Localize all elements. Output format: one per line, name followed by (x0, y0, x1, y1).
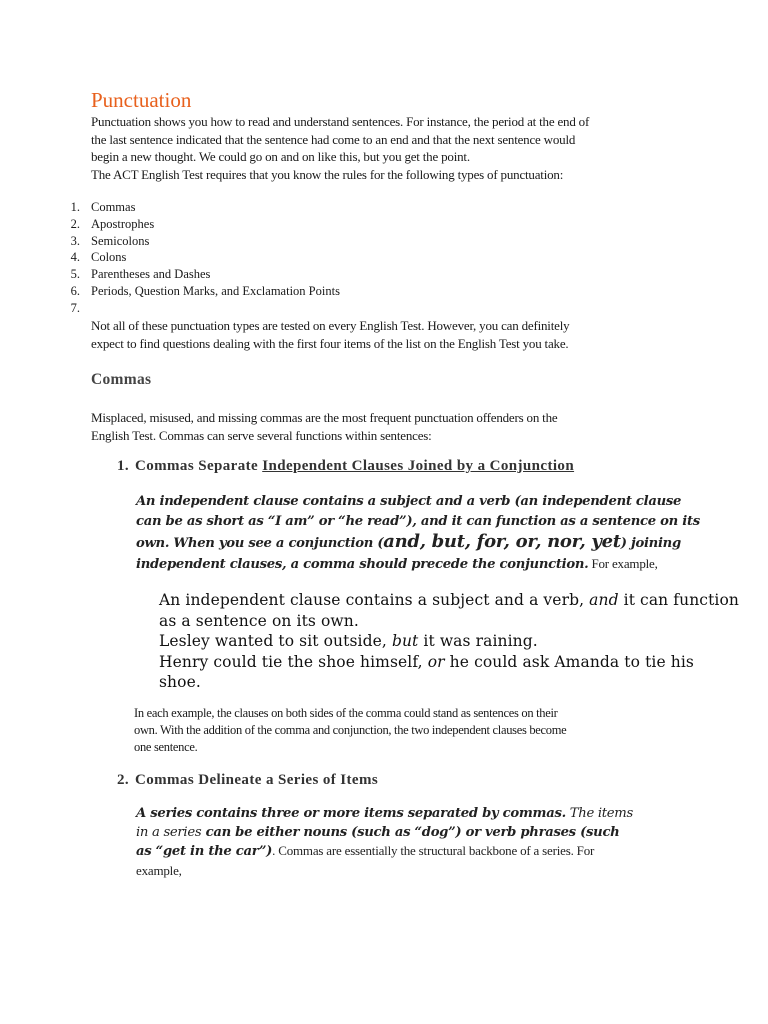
section-2-rule: A series contains three or more items separated by commas. The items in a series can be either nouns (such as “dog”) or verb phrases (such as “get in the car”). Commas are essentially the structural backbone of a series. For example, (136, 806, 633, 878)
document-page: Punctuation Punctuation shows you how to read and understand sentences. For instance, the period at the end of the last sentence indicated that the sentence had come to an end and that the next sentence would begin a new thought. We could go on and on like this, but you get the point. The ACT English Test requires that you know the rules for the following types of punctuation: 1. Commas 2. Apostrophes 3. Semicolons 4. Colons 5. Parentheses and Dashes 6. Periods, Question Marks, and Exclamation Points 7. Not all of these punctuation types are tested on every English Test. However, you can definitely expect to find questions dealing with the first four items of the list on the English Test you take. Commas Misplaced, misused, and missing commas are the most frequent punctuation offenders on the English Test. Commas can serve several functions within sentences: 1. Commas Separate Independent Clauses Joined by a Conjunction An independent clause contains a subject and a verb (an independent clause can be as short as “I am” or “he read”), and it can function as a sentence on its own. When you see a conjunction (and, but, for, or, nor, yet) joining independent clauses, a comma should precede the conjunction. For example, An independent clause contains a subject and a verb, and it can function as a sentence on its own. Lesley wanted to sit outside, but it was raining. Henry could tie the shoe himself, or he could ask Amanda to tie his shoe. In each example, the clauses on both sides of the comma could stand as sentences on their own. With the addition of the comma and conjunction, the two independent clauses become one sentence. 2. Commas Delineate a Series of Items A series contains three or more items separated by commas. The items in a series can be either nouns (such as “dog”) or verb phrases (such as “get in the car”). Commas are essentially the structural backbone of a series. For example, (0, 0, 768, 1024)
intro-line: begin a new thought. We could go on and on like this, but you get the point. (91, 149, 470, 164)
section-1-examples (159, 590, 739, 693)
page-title: Punctuation (91, 88, 192, 112)
intro-line: the last sentence indicated that the sentence had come to an end and that the next sentence would (91, 131, 576, 147)
example-line: Lesley wanted to sit outside, but it was raining. (159, 632, 538, 650)
example-line: An independent clause contains a subject and a verb, and it can function (159, 591, 739, 609)
intro-line: Punctuation shows you how to read and understand sentences. For instance, the period at the end of (91, 114, 590, 129)
example-line: Henry could tie the shoe himself, or he could ask Amanda to tie his (159, 652, 694, 671)
commas-heading: Commas (91, 371, 152, 388)
section-1-rule: An independent clause contains a subject and a verb (an independent clause can be as short as “I am” or “he read”), and it can function as a sentence on its own. When you see a conjunction (and, but, for, or, nor, yet) joining independent clauses, a comma should precede the conjunction. For example, (136, 494, 700, 572)
note-line: Not all of these punctuation types are tested on every English Test. However, you can definitely (91, 318, 570, 333)
section-2-heading: 2. Commas Delineate a Series of Items (116, 772, 379, 788)
section-1-heading: 1. Commas Separate Independent Clauses Joined by a Conjunction (116, 458, 575, 474)
example-line: shoe. (159, 673, 201, 691)
commas-intro-line: English Test. Commas can serve several functions within sentences: (91, 427, 432, 443)
section-1-heading-link: Independent Clauses Joined by a Conjunction (262, 458, 575, 474)
commas-intro (91, 409, 691, 444)
note-line: expect to find questions dealing with the first four items of the list on the English Test you take. (91, 335, 569, 351)
note-paragraph (91, 317, 691, 352)
section-1-explanation: In each example, the clauses on both sides of the comma could stand as sentences on their own. With the addition of the comma and conjunction, the two independent clauses become one sentence. (134, 706, 567, 754)
example-line: as a sentence on its own. (159, 611, 359, 630)
intro-paragraph (91, 113, 691, 183)
intro-line: The ACT English Test requires that you know the rules for the following types of punctuation: (91, 166, 564, 182)
commas-intro-line: Misplaced, misused, and missing commas are the most frequent punctuation offenders on the (91, 410, 558, 425)
